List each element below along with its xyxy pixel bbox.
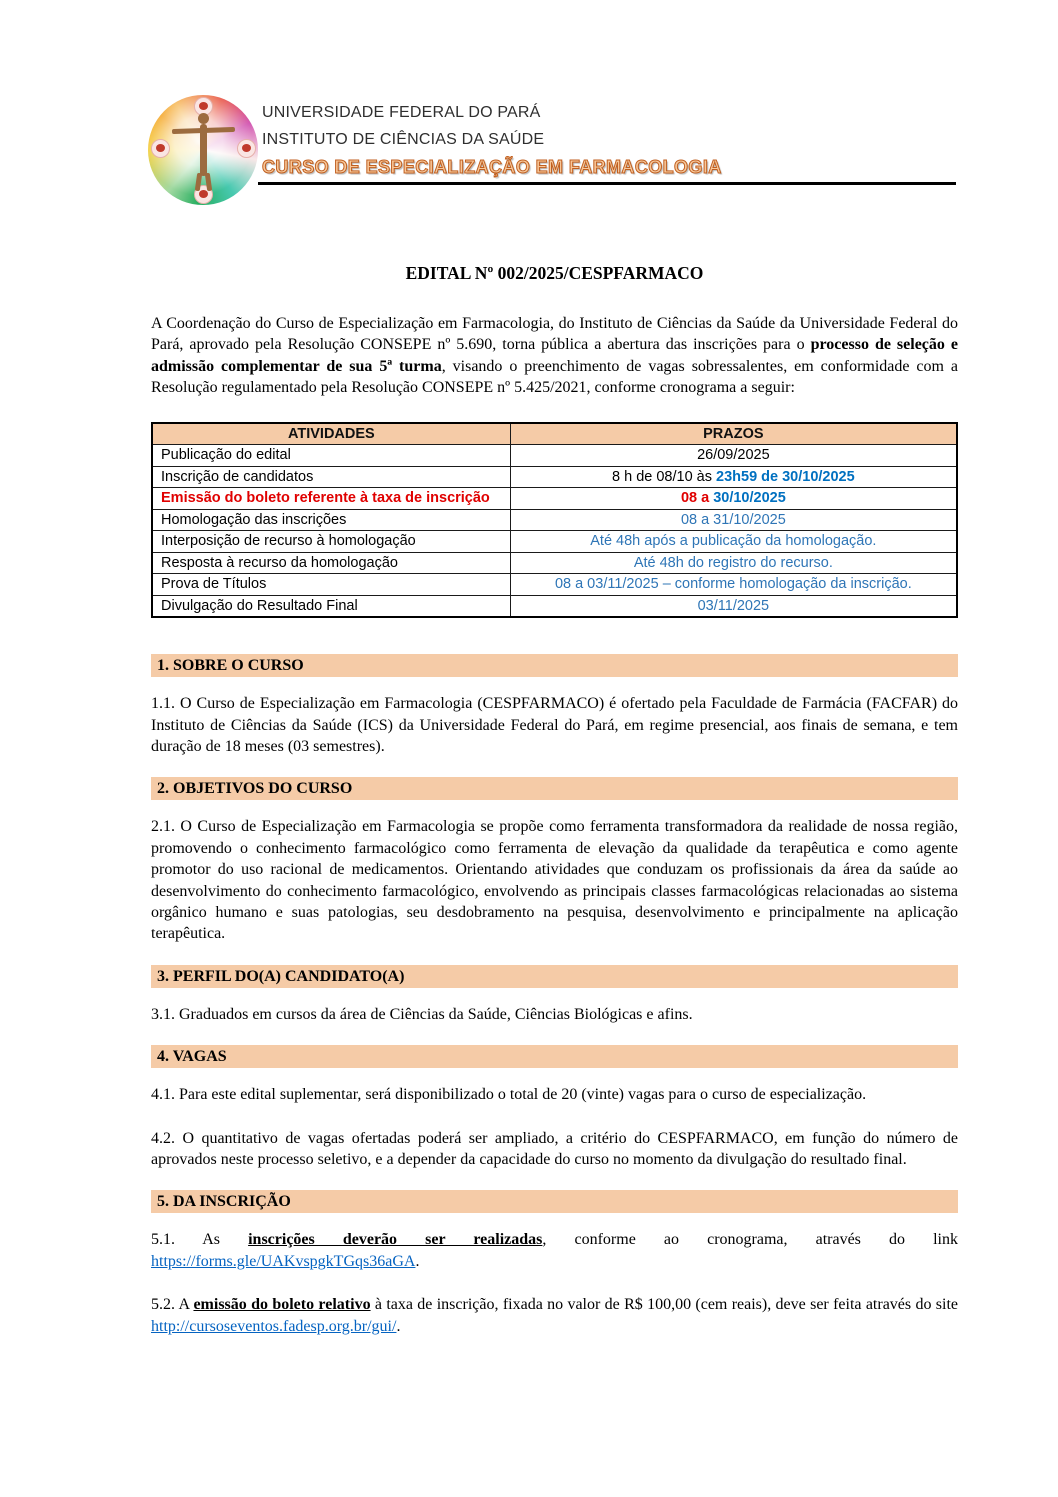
deadline-cell: 26/09/2025: [510, 445, 957, 467]
section-paragraph: 4.1. Para este edital suplementar, será disponibilizado o total de 20 (vinte) vagas para o curso de especialização.: [151, 1086, 867, 1104]
deadline-cell: Até 48h do registro do recurso.: [510, 552, 957, 574]
schedule-table-row: [152, 531, 957, 553]
deadline-cell: 08 a 30/10/2025: [510, 488, 957, 510]
institute-name: INSTITUTO DE CIÊNCIAS DA SAÚDE: [262, 131, 545, 148]
deadline-cell: Até 48h após a publicação da homologação.: [510, 531, 957, 553]
activity-cell: Interposição de recurso à homologação: [152, 531, 510, 553]
activity-cell: Resposta à recurso da homologação: [152, 552, 510, 574]
deadline-cell: 08 a 03/11/2025 – conforme homologação da inscrição.: [510, 574, 957, 596]
heart-icon: [237, 139, 256, 158]
section-paragraph: 2.1. O Curso de Especialização em Farmacologia se propõe como ferramenta transformadora da realidade de nossa região, promovendo o conhecimento farmacológico como ferramenta de elevação da qualidade da terapêutica e como agente promotor do uso racional de medicamentos. Orientando atividades que conduzam os profissionais da área da saúde ao desenvolvimento do conhecimento farmacológico, envolvendo as principais classes farmacológicas relacionadas ao sistema orgânico humano e suas patologias, seu desdobramento na pesquisa, desenvolvimento e principalmente na aplicação terapêutica.: [151, 818, 958, 943]
schedule-table-body: [152, 445, 957, 618]
schedule-table-header-row: [152, 423, 957, 445]
deadline-cell: 03/11/2025: [510, 595, 957, 617]
sections-container: [151, 654, 958, 1337]
activity-cell: Publicação do edital: [152, 445, 510, 467]
schedule-table-row: [152, 488, 957, 510]
schedule-table-row: [152, 466, 957, 488]
document-body: [151, 258, 958, 1337]
university-name: UNIVERSIDADE FEDERAL DO PARÁ: [262, 104, 541, 121]
document-title: EDITAL Nº 002/2025/CESPFARMACO: [405, 263, 704, 283]
section-heading: 4. VAGAS: [151, 1045, 958, 1068]
section-heading: 2. OBJETIVOS DO CURSO: [151, 777, 958, 800]
section-paragraph: 4.2. O quantitativo de vagas ofertadas poderá ser ampliado, a critério do CESPFARMACO, em função do número de aprovados neste processo seletivo, e a depender da capacidade do curso no momento da divulgação do resultado final.: [151, 1129, 958, 1168]
activity-cell: Inscrição de candidatos: [152, 466, 510, 488]
activity-cell: Emissão do boleto referente à taxa de inscrição: [152, 488, 510, 510]
schedule-table-row: [152, 595, 957, 617]
hyperlink[interactable]: http://cursoseventos.fadesp.org.br/gui/: [151, 1317, 397, 1335]
section-paragraph: 3.1. Graduados em cursos da área de Ciências da Saúde, Ciências Biológicas e afins.: [151, 1005, 693, 1023]
hyperlink[interactable]: https://forms.gle/UAKvspgkTGqs36aGA: [151, 1252, 416, 1270]
schedule-table-row: [152, 445, 957, 467]
schedule-table-row: [152, 509, 957, 531]
schedule-table: [151, 422, 958, 619]
intro-paragraph: A Coordenação do Curso de Especialização em Farmacologia, do Instituto de Ciências da Saúde da Universidade Federal do Pará, aprovado pela Resolução CONSEPE nº 5.690, torna pública a abertura das inscrições para o processo de seleção e admissão complementar de sua 5ª turma, visando o preenchimento de vagas sobressalentes, em conformidade com a Resolução regulamentado pela Resolução CONSEPE nº 5.425/2021, conforme cronograma a seguir:: [151, 315, 959, 397]
deadline-cell: 08 a 31/10/2025: [510, 509, 957, 531]
activity-cell: Homologação das inscrições: [152, 509, 510, 531]
section-heading: 5. DA INSCRIÇÃO: [151, 1190, 958, 1213]
organ-icon: [151, 139, 170, 158]
cespfarmaco-logo-icon: [148, 95, 258, 205]
schedule-table-row: [152, 552, 957, 574]
activity-cell: Prova de Títulos: [152, 574, 510, 596]
letterhead-divider: [258, 182, 956, 185]
course-name: CURSO DE ESPECIALIZAÇÃO EM FARMACOLOGIA: [262, 157, 722, 177]
deadline-cell: 8 h de 08/10 às 23h59 de 30/10/2025: [510, 466, 957, 488]
section-heading: 3. PERFIL DO(A) CANDIDATO(A): [151, 965, 958, 988]
section-heading: 1. SOBRE O CURSO: [151, 654, 958, 677]
column-header-atividades: ATIVIDADES: [152, 423, 510, 445]
activity-cell: Divulgação do Resultado Final: [152, 595, 510, 617]
section-paragraph: 5.1. As inscrições deverão ser realizadas, conforme ao cronograma, através do link https://forms.gle/UAKvspgkTGqs36aGA.: [151, 1231, 958, 1270]
section-paragraph: 1.1. O Curso de Especialização em Farmacologia (CESPFARMACO) é ofertado pela Faculdade de Farmácia (FACFAR) do Instituto de Ciências da Saúde (ICS) da Universidade Federal do Pará, em regime presencial, aos finais de semana, e tem duração de 18 meses (03 semestres).: [151, 695, 958, 755]
section-paragraph: 5.2. A emissão do boleto relativo à taxa de inscrição, fixada no valor de R$ 100,00 (cem reais), deve ser feita através do site http://cursoseventos.fadesp.org.br/gui/.: [151, 1296, 958, 1335]
letterhead: [0, 0, 1058, 200]
schedule-table-row: [152, 574, 957, 596]
column-header-prazos: PRAZOS: [510, 423, 957, 445]
